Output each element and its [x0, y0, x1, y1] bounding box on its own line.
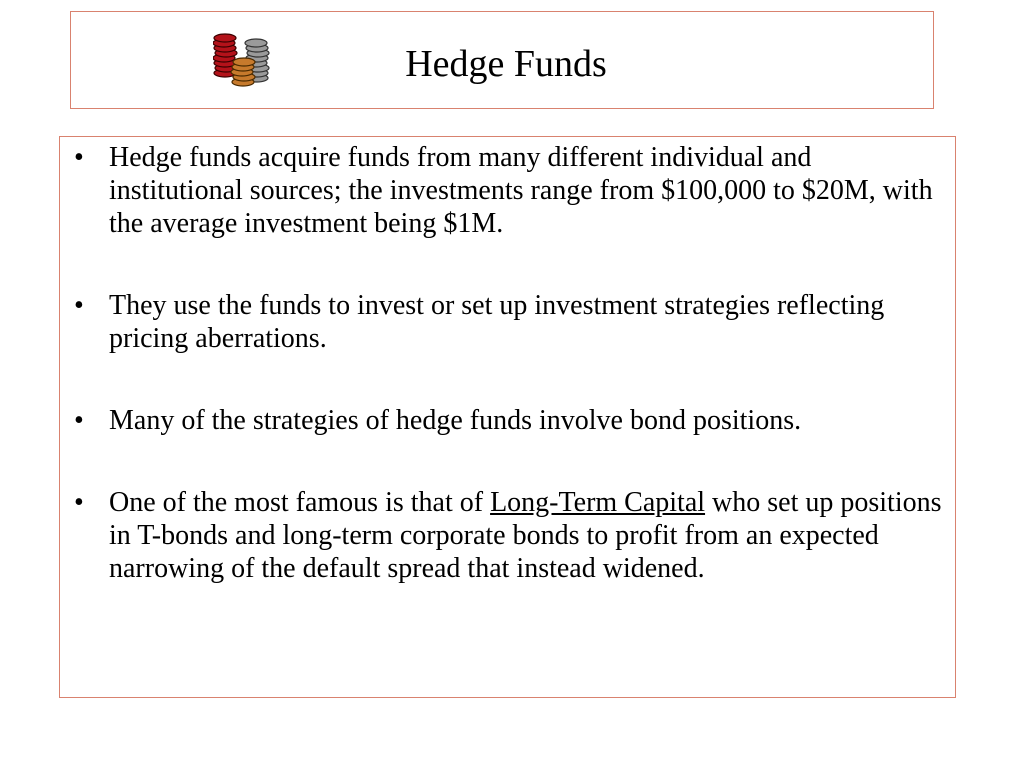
- bullet-text: They use the funds to invest or set up investment strategies reflecting pricing aberrations.: [109, 290, 885, 354]
- title-box: [70, 11, 934, 109]
- bullet-list: [72, 141, 952, 634]
- content-box: [59, 136, 956, 698]
- bullet-text: Many of the strategies of hedge funds involve bond positions.: [109, 405, 802, 436]
- bullet-dot: •: [74, 290, 84, 321]
- bullet-dot: •: [74, 487, 84, 518]
- bullet-dot: •: [74, 405, 84, 436]
- bullet-item: [72, 486, 952, 585]
- bullet-text: Hedge funds acquire funds from many different individual and institutional sources; the investments range from $100,000 to $20M, with the average investment being $1M.: [109, 142, 933, 239]
- slide-title: Hedge Funds: [405, 43, 607, 85]
- bullet-item: [72, 141, 952, 240]
- bullet-text-after: who set up positions in T-bonds and long-term corporate bonds to profit from an expected narrowing of the default spread that instead widened.: [109, 487, 942, 584]
- bullet-dot: •: [74, 142, 84, 173]
- bullet-text-before: One of the most famous is that of: [109, 487, 491, 518]
- bullet-item: [72, 289, 952, 355]
- long-term-capital-link[interactable]: Long-Term Capital: [490, 487, 706, 518]
- bullet-item: [72, 404, 952, 437]
